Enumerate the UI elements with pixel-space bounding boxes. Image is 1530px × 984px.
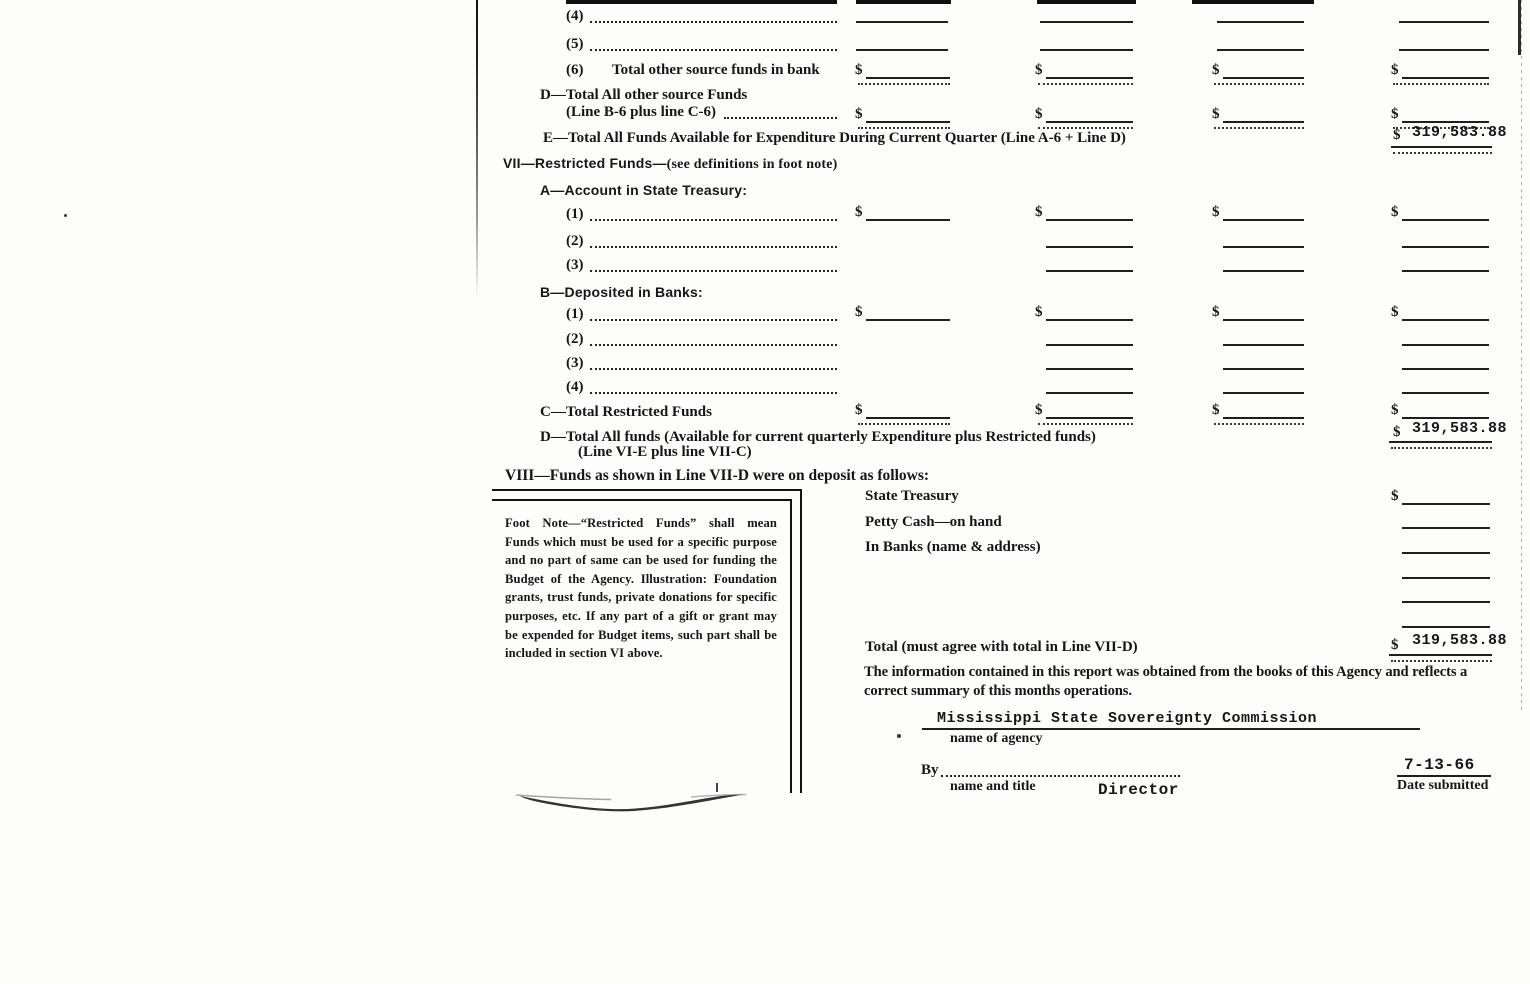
dollar-sign: $ [855,402,863,418]
blank-amount-line [1223,219,1304,221]
amount-underline [1393,83,1489,85]
total-rule [1389,654,1492,656]
vii-b-row3-label: (3) [566,355,584,371]
blank-amount-line [1402,552,1490,554]
amount-underline [1214,423,1304,425]
signer-title-typed: Director [1098,781,1179,799]
scan-speck [897,734,901,738]
deposit-state-treasury: State Treasury [865,488,959,504]
blank-amount-line [1402,503,1490,505]
row3-line-remnant [856,0,951,4]
deposit-in-banks: In Banks (name & address) [865,539,1041,555]
dollar-sign: $ [1035,304,1043,320]
viii-heading: VIII—Funds as shown in Line VII-D were on deposit as follows: [505,467,930,484]
footnote-box-border-top-outer [492,489,802,491]
total-rule [1391,146,1492,148]
blank-amount-line [1046,219,1133,221]
blank-amount-line [1223,344,1304,346]
blank-amount-line [1217,21,1304,23]
scan-edge-line-right [1521,0,1522,712]
total-rule-2 [1391,447,1492,449]
date-submitted-line [1397,775,1491,777]
blank-amount-line [1046,121,1133,123]
vi-e-label: E—Total All Funds Available for Expenditure During Current Quarter (Line A-6 + Line D) [543,130,1126,146]
scan-edge-line-left [476,0,478,300]
total-rule-2 [1393,152,1492,154]
row3-line-remnant [566,0,837,4]
agency-name-typed: Mississippi State Sovereignty Commission [937,710,1318,727]
blank-amount-line [1046,270,1133,272]
footnote-box-border-right-outer [800,489,802,793]
dollar-sign: $ [1035,62,1043,78]
blank-amount-line [866,319,950,321]
blank-amount-line [1402,577,1490,579]
blank-name-line [590,392,837,394]
blank-amount-line [1223,392,1304,394]
amount-underline [1038,83,1133,85]
dollar-sign: $ [1212,402,1220,418]
blank-amount-line [1402,319,1489,321]
agency-name-line [922,728,1420,730]
dollar-sign: $ [855,204,863,220]
vii-b-row1-label: (1) [566,306,584,322]
leader-dots [724,117,837,119]
vii-a-row3-label: (3) [566,257,584,273]
blank-name-line [590,319,837,321]
total-rule-2 [1391,660,1492,662]
blank-amount-line [1223,246,1304,248]
row3-line-remnant [1037,0,1136,4]
blank-amount-line [1046,246,1133,248]
footnote-box-border-top-inner [492,499,792,501]
blank-amount-line [1402,270,1489,272]
amount-underline [1214,127,1304,129]
blank-amount-line [1040,21,1133,23]
date-submitted-value: 7-13-66 [1404,756,1475,774]
blank-name-line [590,368,837,370]
amount-underline [858,83,950,85]
dollar-sign: $ [1035,204,1043,220]
vii-c-label: C—Total Restricted Funds [540,404,712,420]
dollar-sign: $ [1035,106,1043,122]
blank-amount-line [1046,392,1133,394]
blank-amount-line [1402,527,1490,529]
dollar-sign: $ [1391,304,1399,320]
vii-a-row2-label: (2) [566,233,584,249]
by-signature-line [941,775,1180,777]
vii-heading-rest: (see definitions in foot note) [666,157,838,172]
blank-amount-line [1046,77,1133,79]
dollar-sign: $ [1212,106,1220,122]
vi-d-label: D—Total All other source Funds [540,87,748,103]
blank-amount-line [1399,49,1489,51]
blank-amount-line [1046,344,1133,346]
vi-d-sublabel: (Line B-6 plus line C-6) [566,104,717,120]
dollar-sign: $ [855,304,863,320]
blank-amount-line [1223,417,1304,419]
certification-statement: The information contained in this report was obtained from the books of this Agency and reflects a correct summary of this months operations. [864,664,1468,699]
blank-amount-line [1402,601,1490,603]
dollar-sign: $ [1393,127,1401,143]
blank-amount-line [1402,246,1489,248]
blank-amount-line [1402,219,1489,221]
vi-row5-label: (5) [566,36,584,52]
vii-b-row4-label: (4) [566,379,584,395]
ink-smudge [516,782,746,816]
blank-amount-line [1217,49,1304,51]
blank-amount-line [1040,49,1133,51]
blank-name-line [590,21,837,23]
row3-line-remnant [1192,0,1314,4]
blank-amount-line [1046,368,1133,370]
vii-d-total-value: 319,583.88 [1412,420,1508,437]
agency-name-caption: name of agency [950,731,1043,746]
vi-e-total-value: 319,583.88 [1412,124,1508,141]
blank-amount-line [1402,77,1489,79]
blank-amount-line [1046,319,1133,321]
vii-d-label: D—Total All funds (Available for current quarterly Expenditure plus Restricted funds) [540,429,1096,445]
total-rule [1389,441,1492,443]
dollar-sign: $ [1391,106,1399,122]
blank-amount-line [1402,417,1489,419]
amount-underline [1038,127,1133,129]
blank-amount-line [1223,368,1304,370]
amount-underline [858,127,950,129]
blank-amount-line [866,417,950,419]
vii-heading [503,155,838,173]
dollar-sign: $ [1391,402,1399,418]
dollar-sign: $ [1212,62,1220,78]
dollar-sign: $ [1212,204,1220,220]
blank-name-line [590,219,837,221]
vii-b-heading: B—Deposited in Banks: [540,284,703,300]
dollar-sign: $ [1035,402,1043,418]
vi-row6-text: Total other source funds in bank [612,62,820,78]
blank-name-line [590,49,837,51]
dollar-sign: $ [855,106,863,122]
scan-speck [64,214,67,217]
dollar-sign: $ [1391,637,1399,653]
dollar-sign: $ [1391,204,1399,220]
dollar-sign: $ [1391,62,1399,78]
viii-total-label: Total (must agree with total in Line VII-D) [865,639,1138,655]
blank-amount-line [1402,368,1489,370]
by-caption: name and title [950,779,1036,794]
date-submitted-caption: Date submitted [1397,778,1489,793]
vii-a-row1-label: (1) [566,206,584,222]
blank-amount-line [1399,21,1489,23]
blank-amount-line [1402,392,1489,394]
footnote-text: Foot Note—“Restricted Funds” shall mean Funds which must be used for a specific purpose and no part of same can be used for funding the Budget of the Agency. Illustration: Foundation grants, trust funds, private donations for specific purposes, etc. If any part of a gift or grant may be expended for Budget items, such part shall be included in section VI above. [505,516,777,661]
vii-heading-strong: VII—Restricted Funds— [503,155,667,171]
blank-amount-line [1223,270,1304,272]
vi-row4-label: (4) [566,8,584,24]
dollar-sign: $ [1393,424,1401,440]
dollar-sign: $ [1391,488,1399,504]
blank-amount-line [1223,77,1304,79]
blank-amount-line [866,219,950,221]
deposit-petty-cash: Petty Cash—on hand [865,514,1002,530]
blank-name-line [590,246,837,248]
blank-amount-line [1402,121,1489,123]
blank-amount-line [1223,121,1304,123]
blank-amount-line [856,49,948,51]
blank-name-line [590,270,837,272]
blank-amount-line [1223,319,1304,321]
footnote-box-border-right-inner [790,499,792,793]
vi-row6-label: (6) [566,62,584,78]
amount-underline [858,423,950,425]
blank-amount-line [1402,626,1490,628]
blank-name-line [590,344,837,346]
dollar-sign: $ [1212,304,1220,320]
dollar-sign: $ [855,62,863,78]
by-label: By [921,762,939,778]
blank-amount-line [866,77,950,79]
amount-underline [1038,423,1133,425]
blank-amount-line [856,21,948,23]
viii-total-value: 319,583.88 [1412,632,1508,649]
scan-mark-top-right [1518,0,1521,55]
vii-b-row2-label: (2) [566,331,584,347]
amount-underline [1214,83,1304,85]
blank-amount-line [1402,344,1489,346]
blank-amount-line [1046,417,1133,419]
vii-d-sublabel: (Line VI-E plus line VII-C) [578,444,752,460]
blank-amount-line [866,121,950,123]
vii-a-heading: A—Account in State Treasury: [540,182,748,198]
